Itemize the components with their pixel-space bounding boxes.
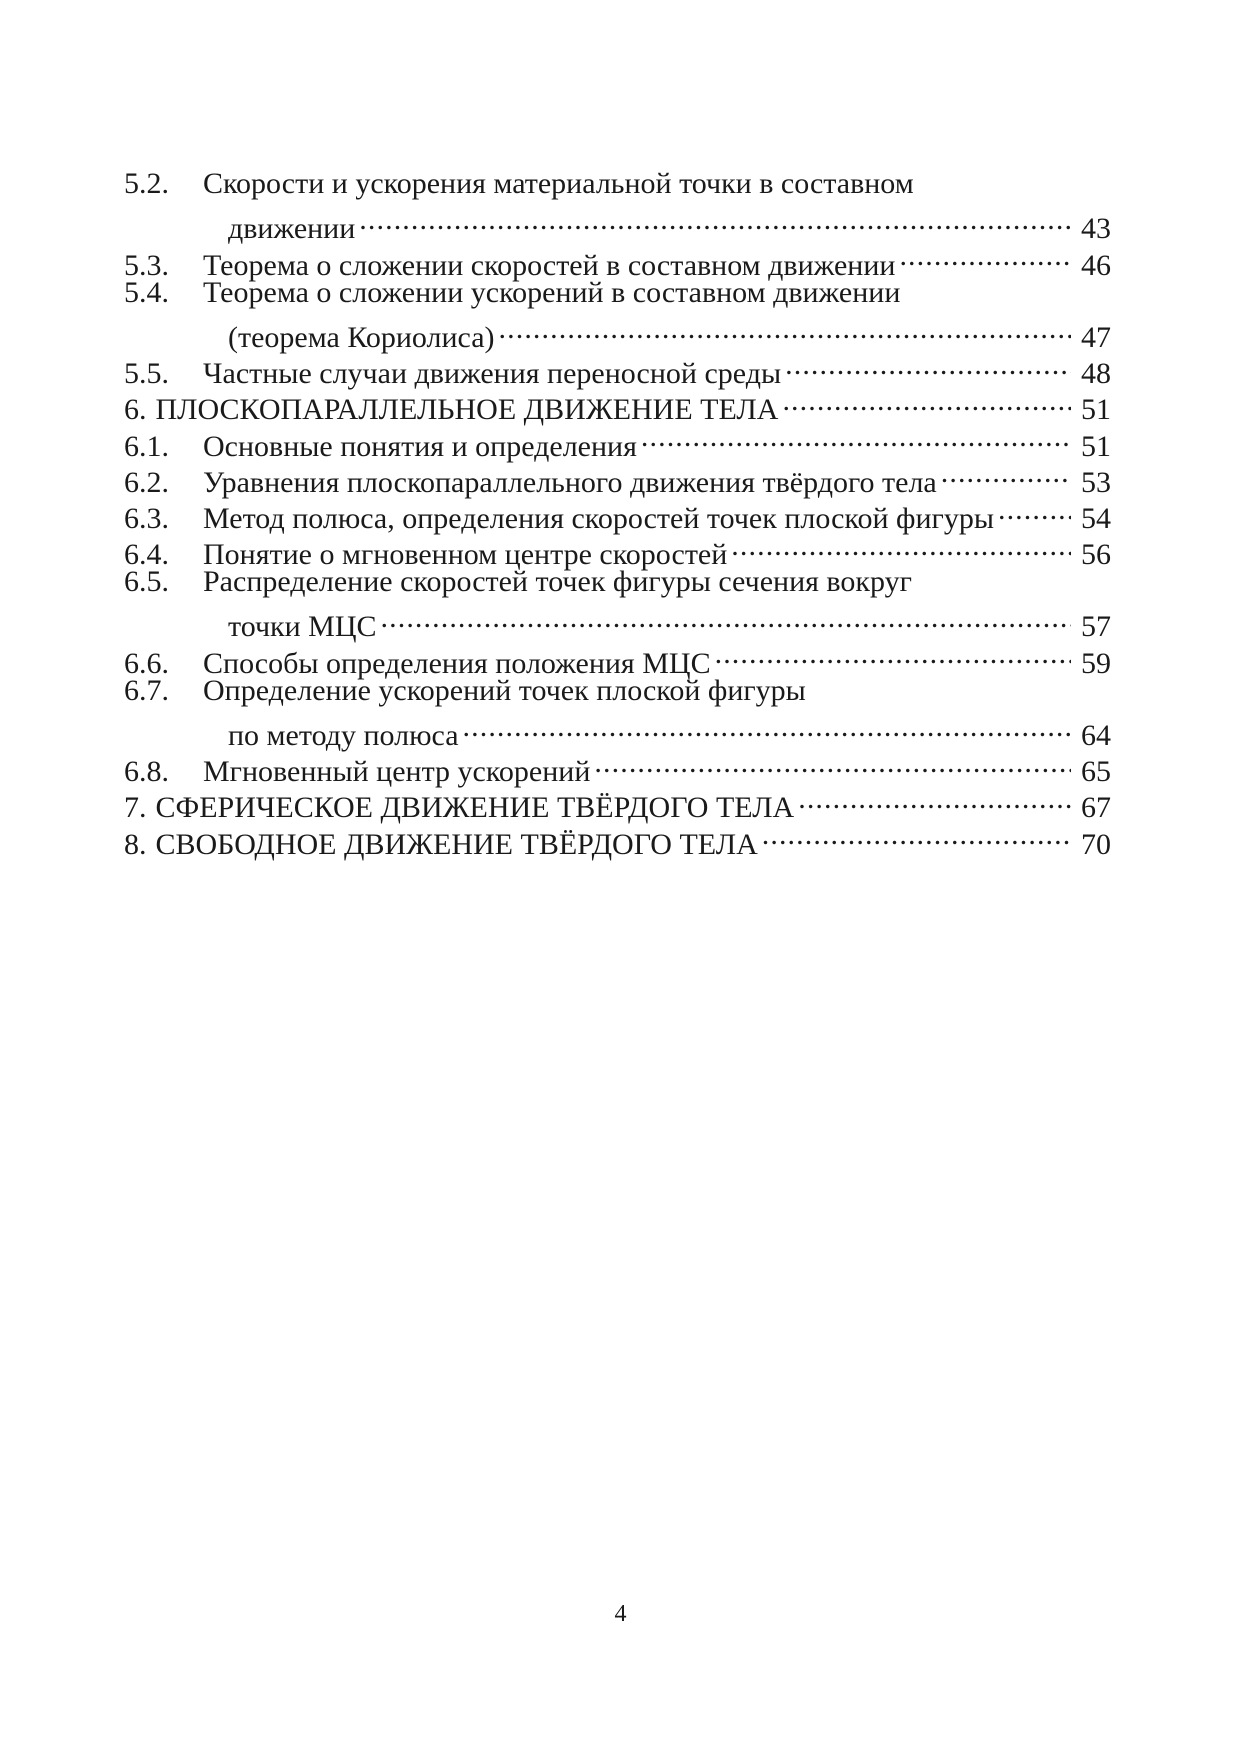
toc-line: [124, 709, 1111, 752]
toc-page-number: 53: [1081, 465, 1111, 499]
toc-line: [124, 166, 1111, 202]
toc-page-number: 57: [1081, 610, 1111, 644]
toc-page-number: 70: [1081, 827, 1111, 861]
toc-title: Скорости и ускорения материальной точки в составном: [203, 167, 914, 200]
dot-leader: [798, 781, 1071, 817]
toc-subsection[interactable]: [124, 166, 1111, 246]
dot-leader: [941, 456, 1071, 492]
dot-leader: [998, 492, 1071, 528]
toc-number: 5.2.: [124, 167, 169, 200]
toc-page-number: 56: [1081, 538, 1111, 572]
toc-page-number: 43: [1081, 212, 1111, 246]
toc-title: Мгновенный центр ускорений: [203, 755, 591, 789]
toc-title: Теорема о сложении скоростей в составном движении: [203, 248, 896, 282]
toc-page-number: 59: [1081, 646, 1111, 680]
toc-title: точки МЦС: [228, 610, 377, 644]
toc-subsection[interactable]: [124, 673, 1111, 752]
dot-leader: [762, 817, 1071, 853]
toc-subsection[interactable]: [124, 564, 1111, 644]
toc-number: 6.7.: [124, 673, 169, 707]
toc-title: Способы определения положения МЦС: [203, 646, 711, 680]
dot-leader: [785, 347, 1071, 383]
toc-title: Уравнения плоскопараллельного движения твёрдого тела: [203, 465, 937, 499]
toc-page-number: 64: [1081, 719, 1111, 752]
toc-page-number: 46: [1081, 248, 1111, 282]
toc-title: СФЕРИЧЕСКОЕ ДВИЖЕНИЕ ТВЁРДОГО ТЕЛА: [155, 791, 795, 825]
toc-title: по методу полюса: [228, 719, 459, 752]
dot-leader: [359, 202, 1071, 238]
toc-number: 6.3.: [124, 501, 169, 535]
dot-leader: [594, 745, 1071, 781]
dot-leader: [715, 636, 1071, 672]
toc-title: Понятие о мгновенном центре скоростей: [203, 538, 728, 572]
toc-title: СВОБОДНОЕ ДВИЖЕНИЕ ТВЁРДОГО ТЕЛА: [155, 827, 758, 861]
toc-line: [124, 600, 1111, 644]
toc-title: ПЛОСКОПАРАЛЛЕЛЬНОЕ ДВИЖЕНИЕ ТЕЛА: [155, 393, 779, 427]
dot-leader: [463, 709, 1071, 745]
dot-leader: [899, 238, 1071, 274]
toc-line: [124, 673, 1111, 709]
toc-page-number: 51: [1081, 393, 1111, 427]
page-number: 4: [614, 1601, 627, 1627]
toc-number: 5.4.: [124, 275, 169, 309]
toc-number: 6.: [124, 393, 147, 427]
toc-number: 6.6.: [124, 646, 169, 680]
toc-line: [124, 202, 1111, 246]
toc-line: [124, 275, 1111, 311]
toc-page-number: 65: [1081, 755, 1111, 789]
toc-title: Частные случаи движения переносной среды: [203, 357, 782, 391]
toc-page-number: 47: [1081, 320, 1111, 354]
toc-line: [124, 564, 1111, 600]
toc-page-number: 48: [1081, 357, 1111, 391]
dot-leader: [499, 311, 1071, 347]
toc-title: (теорема Кориолиса): [228, 320, 495, 354]
toc-page-number: 67: [1081, 791, 1111, 825]
toc-number: 6.1.: [124, 429, 169, 463]
toc-title: Определение ускорений точек плоской фигуры: [203, 673, 806, 707]
dot-leader: [381, 600, 1071, 636]
toc-title: Теорема о сложении ускорений в составном движении: [203, 275, 901, 309]
toc-title: движении: [228, 212, 356, 246]
toc-number: 6.5.: [124, 565, 169, 599]
toc-title: Основные понятия и определения: [203, 429, 637, 463]
toc-title: Распределение скоростей точек фигуры сечения вокруг: [203, 565, 912, 599]
toc-number: 8.: [124, 827, 147, 861]
dot-leader: [641, 419, 1071, 455]
toc-page-number: 54: [1081, 501, 1111, 535]
dot-leader: [782, 383, 1071, 419]
toc-number: 6.4.: [124, 538, 169, 572]
toc-number: 5.5.: [124, 357, 169, 391]
toc-number: 5.3.: [124, 248, 169, 282]
toc-line: [124, 311, 1111, 354]
toc-number: 7.: [124, 791, 147, 825]
toc-number: 6.8.: [124, 755, 169, 789]
toc-subsection[interactable]: [124, 275, 1111, 354]
dot-leader: [731, 528, 1071, 564]
toc-page-number: 51: [1081, 429, 1111, 463]
table-of-contents: [124, 166, 1111, 861]
toc-number: 6.2.: [124, 465, 169, 499]
toc-title: Метод полюса, определения скоростей точек плоской фигуры: [203, 501, 994, 535]
